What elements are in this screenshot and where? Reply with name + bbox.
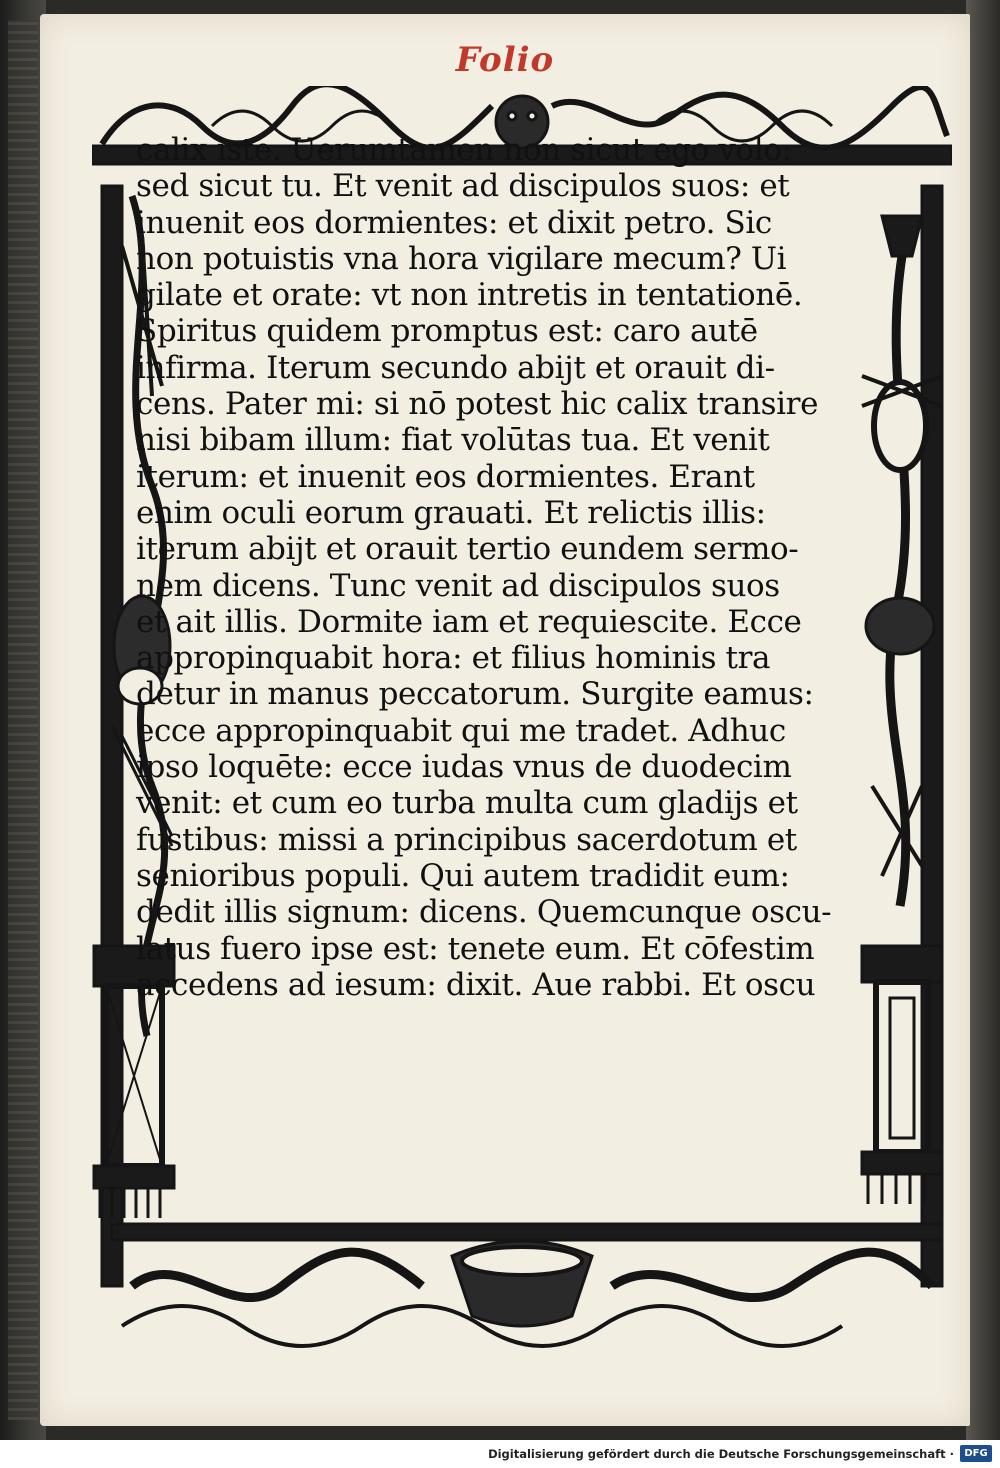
text-line: iterum: et inuenit eos dormientes. Erant [136, 458, 755, 495]
text-line: nem dicens. Tunc venit ad discipulos suos [136, 567, 780, 604]
text-line: iterum abijt et orauit tertio eundem sermo- [136, 531, 799, 568]
book-page [40, 14, 970, 1426]
text-line: et ait illis. Dormite iam et requiescite. Ecce [136, 603, 802, 640]
text-line: senioribus populi. Qui autem tradidit eum: [136, 857, 790, 894]
gothic-text-block [136, 132, 866, 1232]
text-line: latus fuero ipse est: tenete eum. Et cōfestim [136, 930, 815, 967]
text-line: detur in manus peccatorum. Surgite eamus: [136, 676, 814, 713]
text-line: fustibus: missi a principibus sacerdotum et [136, 821, 797, 858]
text-line: cens. Pater mi: si nō potest hic calix transire [136, 386, 819, 423]
text-line: ecce appropinquabit qui me tradet. Adhuc [136, 712, 786, 749]
text-line: infirma. Iterum secundo abijt et orauit di- [136, 349, 775, 386]
text-line: gilate et orate: vt non intretis in tentationē. [136, 277, 803, 314]
dfg-credit-text: Digitalisierung gefördert durch die Deutsche Forschungsgemeinschaft · [488, 1447, 954, 1461]
text-line: Spiritus quidem promptus est: caro autē [136, 313, 758, 350]
text-line: enim oculi eorum grauati. Et relictis illis: [136, 494, 766, 531]
digitization-footer [0, 1440, 1000, 1468]
text-line: non potuistis vna hora vigilare mecum? Ui [136, 240, 787, 277]
folio-heading: Folio [455, 40, 555, 80]
dfg-logo-icon: DFG [960, 1445, 992, 1462]
text-line: calix iste. Uerumtamen non sicut ego volo: [136, 132, 792, 168]
text-line: dedit illis signum: dicens. Quemcunque oscu- [136, 894, 832, 931]
text-line: sed sicut tu. Et venit ad discipulos suos: et [136, 168, 790, 205]
spine-texture [8, 20, 38, 1420]
text-line: accedens ad iesum: dixit. Aue rabbi. Et oscu [136, 966, 816, 1003]
text-line: nisi bibam illum: fiat volūtas tua. Et venit [136, 422, 770, 459]
text-line: ipso loquēte: ecce iudas vnus de duodecim [136, 749, 792, 786]
text-line: venit: et cum eo turba multa cum gladijs et [136, 785, 798, 822]
text-line: appropinquabit hora: et filius hominis tra [136, 640, 771, 677]
book-edge [966, 0, 1000, 1440]
text-line: inuenit eos dormientes: et dixit petro. Sic [136, 204, 772, 241]
